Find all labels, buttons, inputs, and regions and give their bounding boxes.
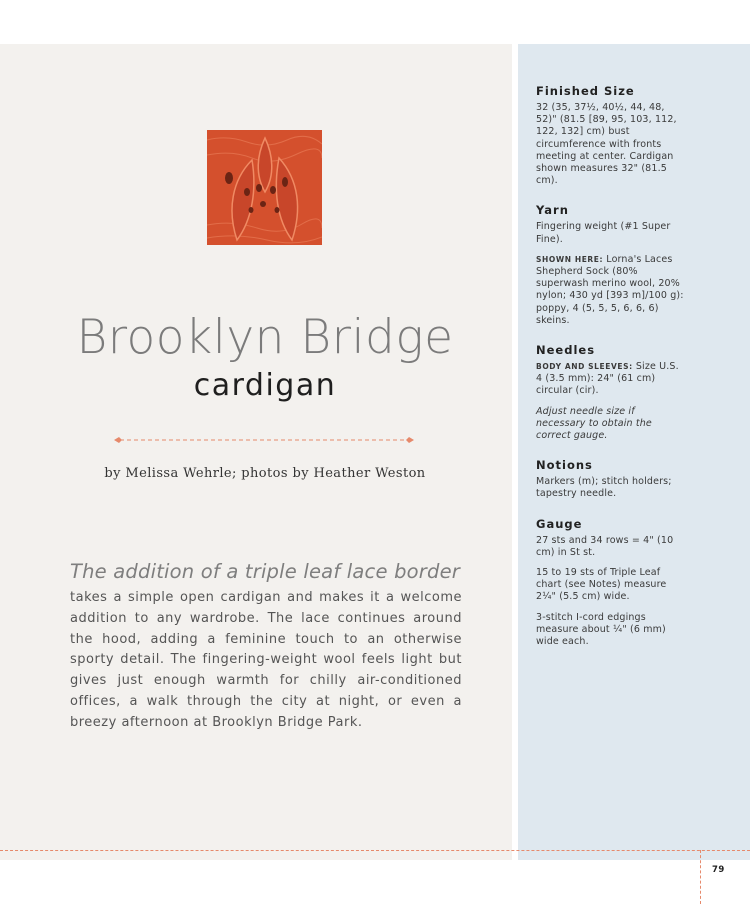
page-number: 79 (712, 865, 725, 875)
yarn-shown-text: Lorna's Laces Shepherd Sock (80% superwash merino wool, 20% nylon; 430 yd [393 m]/100 g): poppy, 4 (5, 5, 5, 6, 6, 6) skeins. (536, 253, 684, 326)
needles-text: Size U.S. 4 (3.5 mm): 24" (61 cm) circular (cir). (536, 361, 679, 397)
needles-section (536, 343, 686, 442)
needles-label: BODY AND SLEEVES: (536, 362, 633, 372)
needles-heading: Needles (536, 343, 596, 358)
yarn-text: Fingering weight (#1 Super Fine). (536, 221, 671, 245)
finished-size-text: 32 (35, 37½, 40½, 44, 48, 52)" (81.5 [89, 95, 103, 112, 122, 132] cm) bust circumference with fronts meeting at center. Cardigan shown measures 32" (81.5 cm). (536, 102, 677, 187)
byline: by Melissa Wehrle; photos by Heather Weston (104, 466, 426, 481)
finished-size-section (536, 84, 686, 187)
pattern-subtitle: cardigan (193, 368, 337, 403)
gauge-section (536, 517, 686, 649)
notions-heading: Notions (536, 458, 593, 473)
specs-column (536, 84, 686, 664)
gauge-text-1: 27 sts and 34 rows = 4" (10 cm) in St st. (536, 534, 674, 558)
knit-swatch-image (207, 130, 322, 245)
needles-note: Adjust needle size if necessary to obtain the correct gauge. (536, 405, 652, 442)
footer-divider (0, 850, 750, 852)
needles-body (536, 361, 686, 398)
decorative-divider (114, 434, 414, 446)
yarn-shown-here (536, 254, 686, 327)
pattern-title: Brooklyn Bridge (76, 310, 454, 365)
yarn-section (536, 203, 686, 327)
notions-section (536, 458, 686, 500)
intro-lead: The addition of a triple leaf lace border (70, 560, 460, 583)
gauge-heading: Gauge (536, 516, 583, 531)
yarn-shown-label: SHOWN HERE: (536, 254, 604, 264)
notions-text: Markers (m); stitch holders; tapestry needle. (536, 476, 672, 500)
finished-size-heading: Finished Size (536, 84, 635, 98)
yarn-heading: Yarn (536, 203, 569, 218)
intro-body: takes a simple open cardigan and makes it a welcome addition to any wardrobe. The lace continues around the hood, adding a feminine touch to an otherwise sporty detail. The fingering-weight wool feels light but gives just enough warmth for chilly air-conditioned offices, a walk through the city at night, or even a breezy afternoon at Brooklyn Bridge Park. (70, 590, 462, 730)
gauge-text-2: 15 to 19 sts of Triple Leaf chart (see Notes) measure 2¼" (5.5 cm) wide. (536, 567, 667, 603)
gauge-text-3: 3-stitch I-cord edgings measure about ¼" (6 mm) wide each. (536, 611, 666, 648)
footer-vertical-divider (700, 850, 702, 904)
